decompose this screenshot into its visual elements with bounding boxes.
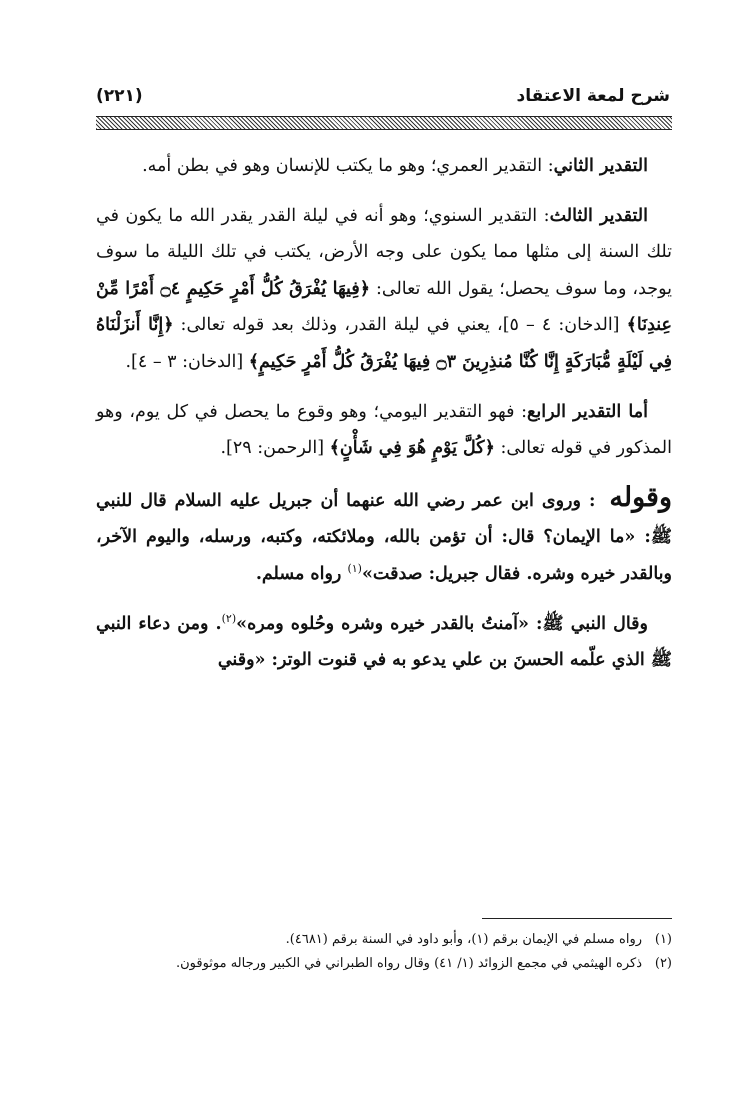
main-text [96, 148, 672, 692]
paragraph-text: رواه مسلم. [255, 563, 348, 584]
header-divider [96, 116, 672, 130]
page-number: (٢٢١) [96, 86, 143, 106]
paragraph-second-decree [96, 148, 672, 185]
footnote-text: ذكره الهيثمي في مجمع الزوائد (١/ ٤١) وقال رواه الطبراني في الكبير ورجاله موثوقون. [175, 956, 642, 971]
paragraph-lead: التقدير الثالث [549, 205, 648, 226]
paragraph-text: : التقدير السنوي؛ وهو أنه في ليلة القدر يقدر الله ما يكون في تلك السنة إلى مثلها مما يكون على وجه الأرض، يكتب في تلك الليلة ما سوف يوجد، وما سوف يحصل؛ يقول الله تعالى: [96, 205, 672, 299]
paragraph-text: وقال النبي ﷺ: «آمنتُ بالقدر خيره وشره وحُلوه ومره» [236, 613, 648, 634]
page-header [96, 86, 670, 114]
paragraph-text: : التقدير العمري؛ وهو ما يكتب للإنسان وهو في بطن أمه. [142, 156, 554, 176]
footnote-text: رواه مسلم في الإيمان برقم (١)، وأبو داود في السنة برقم (٤٦٨١). [285, 932, 642, 947]
footnote-item [96, 928, 672, 952]
paragraph-text: . ومن دعاء النبي ﷺ الذي علّمه الحسنَ بن علي يدعو به في قنوت الوتر: «وقني [96, 613, 672, 671]
paragraph-hadith [96, 606, 672, 679]
paragraph-matn-quote [96, 480, 672, 593]
paragraph-text: يعني في ليلة القدر، وذلك بعد قوله تعالى: [173, 315, 490, 336]
footnote-item [96, 952, 672, 976]
paragraph-third-decree [96, 198, 672, 381]
footnotes [96, 928, 672, 976]
quran-verse: ﴿كُلَّ يَوْمٍ هُوَ فِي شَأْنٍ﴾ [329, 438, 495, 459]
verse-reference: [الرحمن: ٢٩]. [220, 438, 330, 459]
paragraph-text: : وروى ابن عمر رضي الله عنهما أن جبريل عليه السلام قال للنبي ﷺ: «ما الإيمان؟ قال: أن تؤمن بالله، وملائكته، وكتبه، ورسله، واليوم الآخر، وبالقدر خيره وشره. فقال جبريل: صدقت» [96, 490, 672, 584]
verse-reference: [الدخان: ٤ – ٥]، [489, 315, 627, 336]
footnote-ref[interactable]: (١) [347, 562, 362, 576]
paragraph-lead: أما التقدير الرابع [527, 401, 648, 422]
verse-reference: [الدخان: ٣ – ٤]. [125, 351, 249, 372]
footnote-divider [482, 918, 672, 919]
footnote-number: (١) [654, 932, 672, 947]
quran-verse: ﴿إِنَّا أَنزَلْنَاهُ فِي لَيْلَةٍ مُّبَارَكَةٍ إِنَّا كُنَّا مُنذِرِينَ ۝٣ فِيهَا يُفْرَقُ كُلُّ أَمْرٍ حَكِيمٍ﴾ [96, 315, 672, 372]
section-marker: وقوله [609, 481, 672, 513]
paragraph-fourth-decree [96, 394, 672, 467]
paragraph-lead: التقدير الثاني [553, 156, 648, 176]
footnote-number: (٢) [654, 956, 672, 971]
footnote-ref[interactable]: (٢) [221, 611, 237, 625]
quran-verse: ﴿فِيهَا يُفْرَقُ كُلُّ أَمْرٍ حَكِيمٍ ۝٤ أَمْرًا مِّنْ عِندِنَا﴾ [96, 278, 672, 336]
book-title: شرح لمعة الاعتقاد [516, 86, 670, 106]
paragraph-text: : فهو التقدير اليومي؛ وهو وقوع ما يحصل في كل يوم، وهو المذكور في قوله تعالى: [96, 401, 672, 459]
